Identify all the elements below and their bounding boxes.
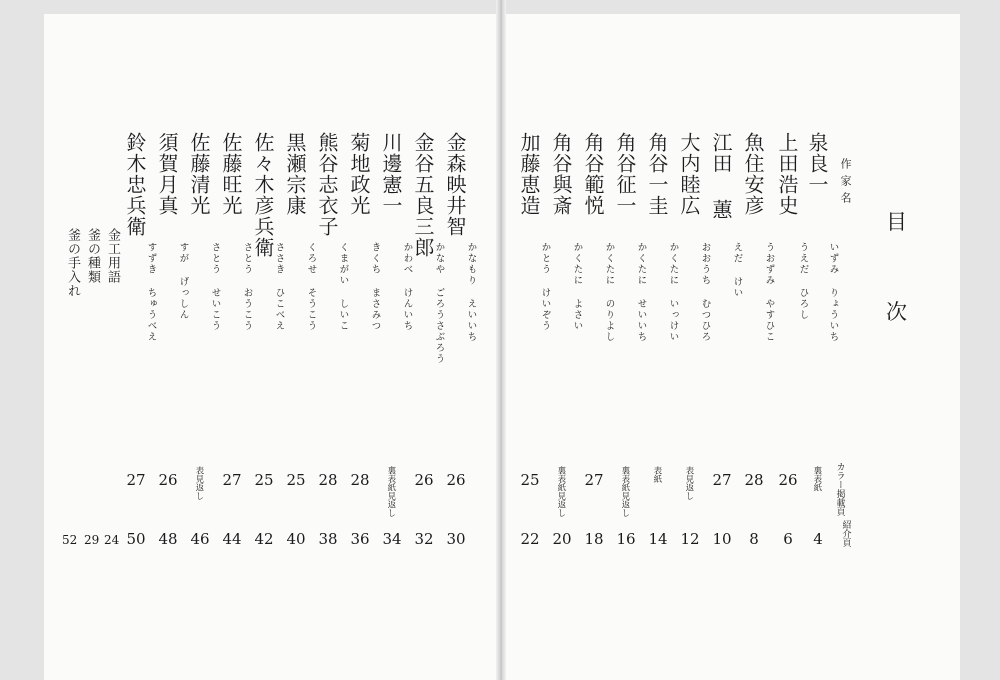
artist-reading: さとう おうこう xyxy=(241,242,253,332)
intro-page-number: 14 xyxy=(648,530,668,548)
color-page-number: 27 xyxy=(712,471,732,489)
artist-name: 角谷與斎 xyxy=(549,132,573,216)
artist-name: 黒瀬宗康 xyxy=(283,132,307,216)
artist-reading: かくたに いっけい xyxy=(667,242,679,343)
artist-reading: かなもり えいいち xyxy=(465,242,477,343)
glossary-item: 金工用語 xyxy=(105,228,120,284)
artist-reading: ささき ひこべえ xyxy=(273,242,285,332)
intro-page-number: 36 xyxy=(350,530,370,548)
artist-name: 鈴木忠兵衛 xyxy=(123,132,147,237)
color-page-note: 裏表紙 xyxy=(811,466,822,492)
left-page xyxy=(44,14,500,680)
artist-reading: すが げっしん xyxy=(177,242,189,321)
color-page-number: 25 xyxy=(286,471,306,489)
artist-name-header: 作家名 xyxy=(839,158,852,209)
intro-page-number: 34 xyxy=(382,530,402,548)
intro-page-number: 16 xyxy=(616,530,636,548)
intro-page-number: 42 xyxy=(254,530,274,548)
artist-name: 金森映井智 xyxy=(443,132,467,237)
color-page-note: 表見返し xyxy=(193,466,204,500)
color-page-note: 裏表紙見返し xyxy=(619,466,630,517)
artist-reading: いずみ りょういち xyxy=(827,242,839,343)
intro-page-number: 30 xyxy=(446,530,466,548)
artist-reading: かわべ けんいち xyxy=(401,242,413,332)
intro-page-number: 8 xyxy=(749,530,759,548)
artist-name: 泉良一 xyxy=(805,132,829,195)
glossary-item: 釜の手入れ xyxy=(65,228,80,298)
color-page-number: 28 xyxy=(744,471,764,489)
artist-reading: くまがい しいこ xyxy=(337,242,349,332)
artist-name: 角谷範悦 xyxy=(581,132,605,216)
artist-reading: くろせ そうこう xyxy=(305,242,317,332)
artist-reading: うえだ ひろし xyxy=(797,242,809,321)
intro-page-number: 46 xyxy=(190,530,210,548)
artist-name: 佐藤清光 xyxy=(187,132,211,216)
artist-name: 魚住安彦 xyxy=(741,132,765,216)
color-page-number: 25 xyxy=(520,471,540,489)
artist-name: 佐々木彦兵衛 xyxy=(251,132,275,258)
artist-reading: きくち まさみつ xyxy=(369,242,381,332)
intro-page-number: 6 xyxy=(783,530,793,548)
color-page-number: 27 xyxy=(584,471,604,489)
artist-name: 佐藤旺光 xyxy=(219,132,243,216)
color-page-note: 表紙 xyxy=(651,466,662,483)
artist-name: 角谷一圭 xyxy=(645,132,669,216)
intro-page-number: 22 xyxy=(520,530,540,548)
color-page-note: 表見返し xyxy=(683,466,694,500)
toc-title-char-2: 次 xyxy=(886,300,907,324)
artist-reading: かくたに のりよし xyxy=(603,242,615,343)
artist-name: 加藤恵造 xyxy=(517,132,541,216)
artist-name: 須賀月真 xyxy=(155,132,179,216)
right-page xyxy=(502,14,960,680)
intro-page-number: 48 xyxy=(158,530,178,548)
book-gutter xyxy=(496,0,506,680)
glossary-page-number: 52 xyxy=(62,533,78,547)
artist-reading: うおずみ やすひこ xyxy=(763,242,775,343)
intro-page-number: 32 xyxy=(414,530,434,548)
artist-reading: えだ けい xyxy=(731,242,743,299)
intro-page-number: 40 xyxy=(286,530,306,548)
intro-page-number: 50 xyxy=(126,530,146,548)
color-page-number: 26 xyxy=(158,471,178,489)
artist-reading: すずき ちゅうべえ xyxy=(145,242,157,343)
artist-reading: かなや ごろうさぶろう xyxy=(433,242,445,365)
color-page-number: 28 xyxy=(350,471,370,489)
artist-reading: おおうち むつひろ xyxy=(699,242,711,343)
color-page-number: 26 xyxy=(414,471,434,489)
artist-reading: かくたに せいいち xyxy=(635,242,647,343)
artist-reading: かくたに よさい xyxy=(571,242,583,332)
color-page-number: 26 xyxy=(778,471,798,489)
intro-page-number: 20 xyxy=(552,530,572,548)
artist-name: 川邊憲一 xyxy=(379,132,403,216)
color-page-number: 28 xyxy=(318,471,338,489)
color-page-note: 裏表紙見返し xyxy=(555,466,566,517)
color-page-number: 25 xyxy=(254,471,274,489)
intro-page-number: 38 xyxy=(318,530,338,548)
intro-page-number: 4 xyxy=(813,530,823,548)
glossary-page-number: 24 xyxy=(104,533,120,547)
color-page-number: 27 xyxy=(126,471,146,489)
artist-name: 菊地政光 xyxy=(347,132,371,216)
artist-name: 上田浩史 xyxy=(775,132,799,216)
artist-name: 江田 蕙 xyxy=(709,132,733,220)
color-page-number: 26 xyxy=(446,471,466,489)
artist-name: 熊谷志衣子 xyxy=(315,132,339,237)
intro-page-number: 18 xyxy=(584,530,604,548)
artist-reading: かとう けいぞう xyxy=(539,242,551,332)
color-page-number: 27 xyxy=(222,471,242,489)
color-page-note: 裏表紙見返し xyxy=(385,466,396,517)
artist-name: 大内睦広 xyxy=(677,132,701,216)
glossary-page-number: 29 xyxy=(84,533,100,547)
intro-page-number: 10 xyxy=(712,530,732,548)
artist-reading: さとう せいこう xyxy=(209,242,221,332)
color-page-header: カラー掲載頁 xyxy=(834,462,845,516)
glossary-item: 釜の種類 xyxy=(85,228,100,284)
artist-name: 金谷五良三郎 xyxy=(411,132,435,258)
artist-name: 角谷征一 xyxy=(613,132,637,216)
intro-page-number: 12 xyxy=(680,530,700,548)
toc-title-char-1: 目 xyxy=(886,210,907,234)
intro-page-number: 44 xyxy=(222,530,242,548)
intro-page-header: 紹介頁 xyxy=(840,520,851,547)
